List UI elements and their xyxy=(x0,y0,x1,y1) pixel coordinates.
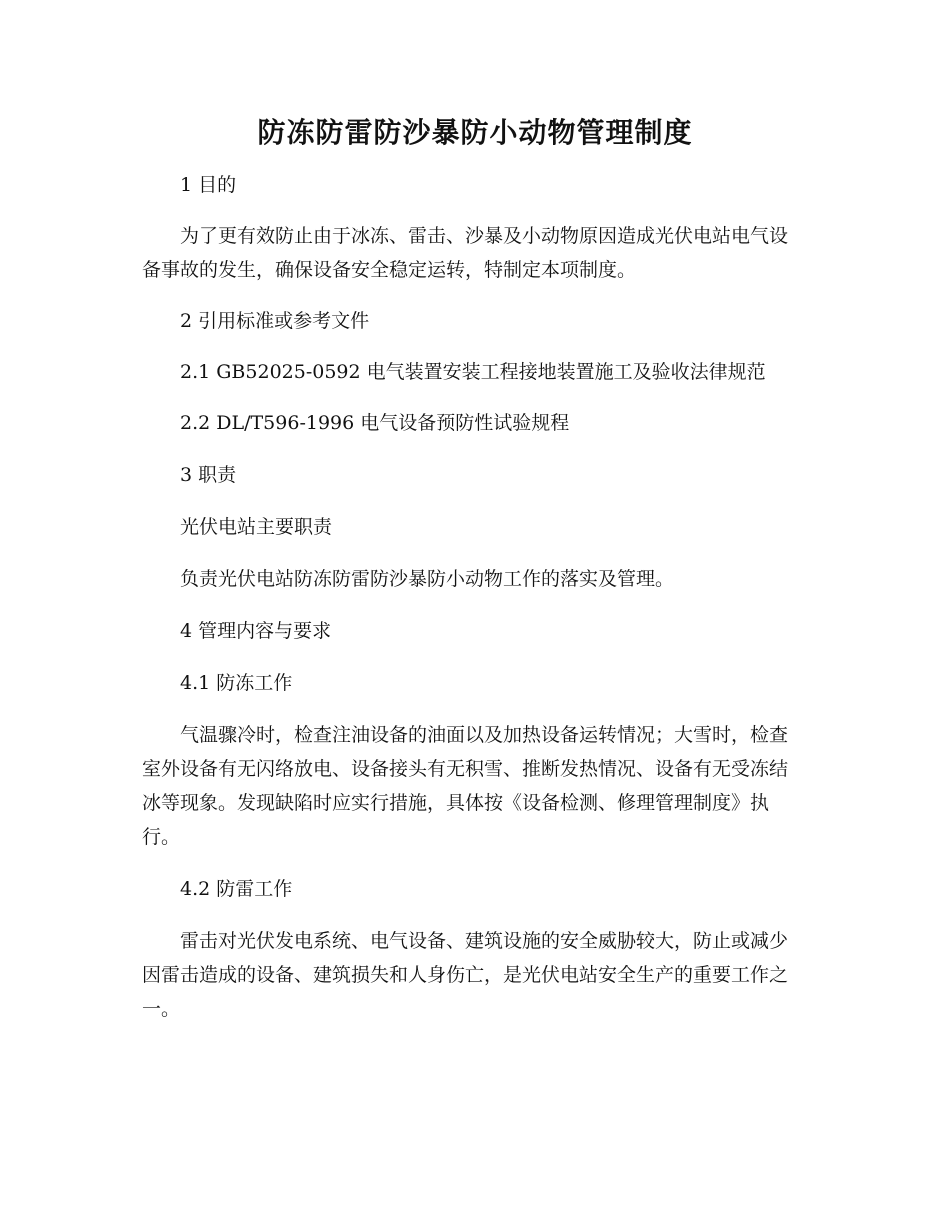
subheading-station-duties: 光伏电站主要职责 xyxy=(180,516,333,538)
paragraph-antifreeze: 气温骤冷时，检查注油设备的油面以及加热设备运转情况；大雪时，检查室外设备有无闪络放电、设备接头有无积雪、推断发热情况、设备有无受冻结冰等现象。发现缺陷时应实行措施，具体按《设备检测、修理管理制度》执行。 xyxy=(142,724,789,848)
subheading-lightning: 4.2 防雷工作 xyxy=(180,878,293,900)
document-title: 防冻防雷防沙暴防小动物管理制度 xyxy=(257,116,693,149)
subheading-antifreeze: 4.1 防冻工作 xyxy=(180,672,293,694)
paragraph-lightning: 雷击对光伏发电系统、电气设备、建筑设施的安全威胁较大，防止或减少因雷击造成的设备、建筑损失和人身伤亡，是光伏电站安全生产的重要工作之一。 xyxy=(142,930,789,1020)
section-heading-purpose: 1 目的 xyxy=(180,174,237,196)
paragraph-purpose: 为了更有效防止由于冰冻、雷击、沙暴及小动物原因造成光伏电站电气设备事故的发生，确保设备安全稳定运转，特制定本项制度。 xyxy=(142,225,789,281)
section-heading-duties: 3 职责 xyxy=(180,464,237,486)
paragraph-duties: 负责光伏电站防冻防雷防沙暴防小动物工作的落实及管理。 xyxy=(180,568,675,590)
document-body xyxy=(142,168,806,1026)
reference-item-2: 2.2 DL/T596-1996 电气设备预防性试验规程 xyxy=(180,412,570,434)
section-heading-management: 4 管理内容与要求 xyxy=(180,620,332,642)
reference-item-1: 2.1 GB52025-0592 电气装置安装工程接地装置施工及验收法律规范 xyxy=(180,361,766,383)
section-heading-references: 2 引用标准或参考文件 xyxy=(180,310,370,332)
